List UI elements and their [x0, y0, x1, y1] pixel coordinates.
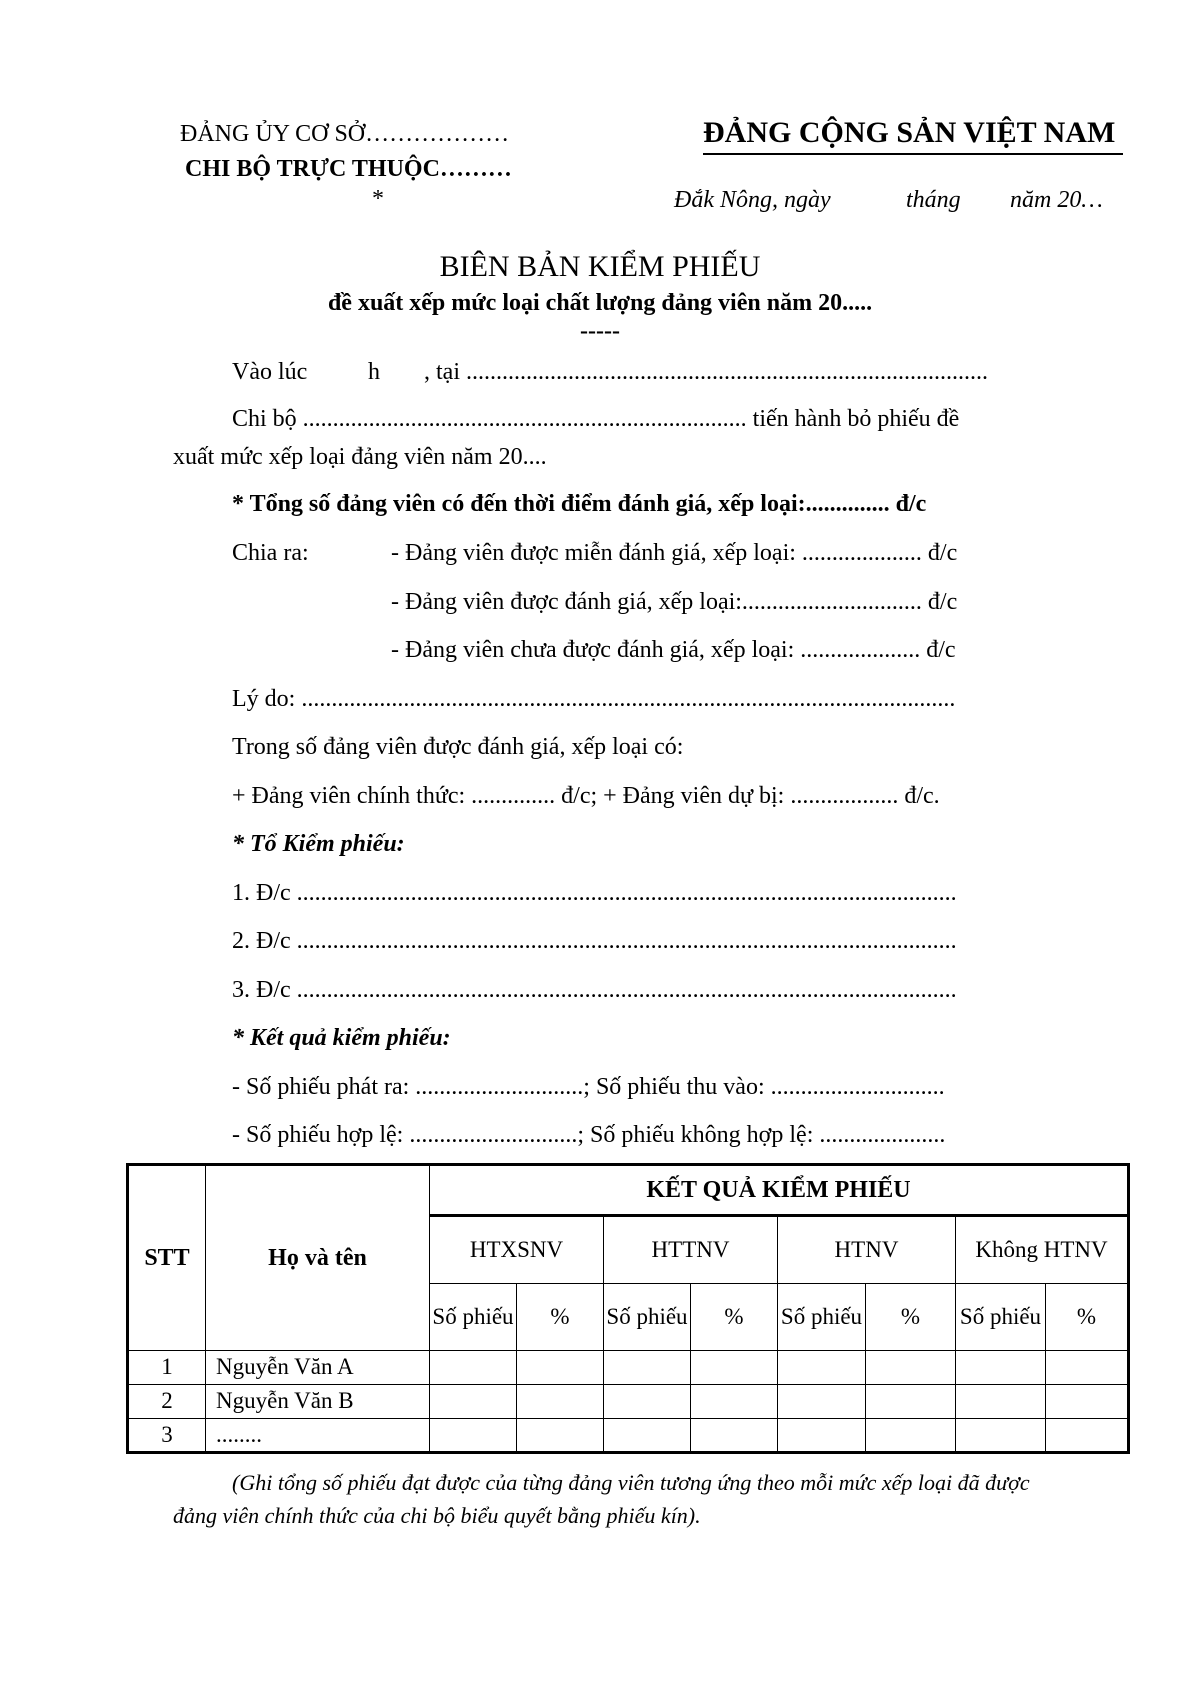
cell — [778, 1419, 866, 1453]
cell — [956, 1385, 1046, 1419]
document-title: BIÊN BẢN KIỂM PHIẾU — [439, 250, 761, 283]
time-label: Vào lúc — [232, 359, 308, 385]
document-subtitle: đề xuất xếp mức loại chất lượng đảng viên năm 20..... — [327, 290, 873, 316]
branch-conduct-line: Chi bộ .......................................................................... tiến hành bỏ phiếu đề — [232, 406, 960, 432]
split-not-evaluated: - Đảng viên chưa được đánh giá, xếp loại: .................... đ/c — [391, 637, 956, 663]
team-heading: * Tổ Kiểm phiếu: — [232, 831, 405, 857]
time-place: , tại ....................................................................................... — [424, 359, 988, 385]
row-stt: 1 — [128, 1351, 206, 1385]
table-row — [128, 1419, 1129, 1453]
cell — [430, 1419, 517, 1453]
cell — [430, 1385, 517, 1419]
row-name: Nguyễn Văn B — [206, 1385, 430, 1419]
cell — [778, 1385, 866, 1419]
team-member-2: 2. Đ/c .............................................................................................................. — [232, 928, 957, 954]
split-label: Chia ra: — [232, 540, 309, 566]
category-khong-htnv-label: Không HTNV — [975, 1236, 1108, 1262]
cell — [691, 1385, 778, 1419]
date-place: Đắk Nông, ngày — [674, 187, 831, 213]
ballots-issued-line: - Số phiếu phát ra: ............................; Số phiếu thu vào: ............................. — [232, 1074, 945, 1100]
sub-votes-4: Số phiếu — [956, 1284, 1046, 1351]
row-name: Nguyễn Văn A — [206, 1351, 430, 1385]
cell — [430, 1351, 517, 1385]
result-heading: * Kết quả kiểm phiếu: — [232, 1025, 451, 1051]
result-group-header: KẾT QUẢ KIỂM PHIẾU — [430, 1165, 1129, 1216]
time-hour: h — [368, 359, 380, 385]
cell — [956, 1419, 1046, 1453]
among-line: Trong số đảng viên được đánh giá, xếp loại có: — [232, 734, 684, 760]
split-evaluated: - Đảng viên được đánh giá, xếp loại:.............................. đ/c — [391, 589, 958, 615]
table-row — [128, 1351, 1129, 1385]
sub-pct-4: % — [1046, 1284, 1129, 1351]
cell — [1046, 1385, 1129, 1419]
col-stt-header: STT — [128, 1165, 206, 1351]
nation-underline — [703, 153, 1123, 155]
note-line-1: (Ghi tổng số phiếu đạt được của từng đảng viên tương ứng theo mỗi mức xếp loại đã được — [232, 1470, 1030, 1495]
cell — [778, 1351, 866, 1385]
date-year: năm 20… — [1010, 187, 1103, 213]
cell — [866, 1385, 956, 1419]
row-stt: 3 — [128, 1419, 206, 1453]
cell — [1046, 1419, 1129, 1453]
team-member-1: 1. Đ/c .............................................................................................................. — [232, 880, 957, 906]
category-httnv: HTTNV — [604, 1216, 778, 1284]
split-exempt: - Đảng viên được miễn đánh giá, xếp loại: .................... đ/c — [391, 540, 958, 566]
header-star: * — [372, 186, 384, 212]
team-member-3: 3. Đ/c .............................................................................................................. — [232, 977, 957, 1003]
sub-pct-1: % — [517, 1284, 604, 1351]
sub-pct-3: % — [866, 1284, 956, 1351]
category-htnv: HTNV — [778, 1216, 956, 1284]
cell — [517, 1351, 604, 1385]
row-stt: 2 — [128, 1385, 206, 1419]
reason-line: Lý do: ............................................................................................................. — [232, 686, 956, 712]
nation-title: ĐẢNG CỘNG SẢN VIỆT NAM — [703, 116, 1116, 149]
sub-votes-3: Số phiếu — [778, 1284, 866, 1351]
category-htxsnv: HTXSNV — [430, 1216, 604, 1284]
cell — [604, 1419, 691, 1453]
date-month: tháng — [906, 187, 961, 213]
cell — [517, 1385, 604, 1419]
ballots-valid-line: - Số phiếu hợp lệ: ............................; Số phiếu không hợp lệ: ..................... — [232, 1122, 946, 1148]
category-khong-htnv — [956, 1216, 1129, 1284]
party-committee-line: ĐẢNG ỦY CƠ SỞ……………… — [180, 121, 510, 147]
branch-conduct-line-2: xuất mức xếp loại đảng viên năm 20.... — [173, 444, 547, 470]
branch-line: CHI BỘ TRỰC THUỘC……… — [185, 156, 512, 182]
note-line-2: đảng viên chính thức của chi bộ biểu quyết bằng phiếu kín). — [173, 1503, 701, 1528]
cell — [691, 1351, 778, 1385]
table-row — [128, 1385, 1129, 1419]
vote-result-table — [126, 1163, 1130, 1454]
cell — [517, 1419, 604, 1453]
cell — [1046, 1351, 1129, 1385]
cell — [866, 1419, 956, 1453]
cell — [604, 1385, 691, 1419]
cell — [866, 1351, 956, 1385]
cell — [604, 1351, 691, 1385]
sub-votes-2: Số phiếu — [604, 1284, 691, 1351]
sub-pct-2: % — [691, 1284, 778, 1351]
row-name: ........ — [206, 1419, 430, 1453]
cell — [956, 1351, 1046, 1385]
total-members: * Tổng số đảng viên có đến thời điểm đánh giá, xếp loại:.............. đ/c — [232, 491, 927, 517]
col-name-header: Họ và tên — [206, 1165, 430, 1351]
cell — [691, 1419, 778, 1453]
title-separator: ----- — [580, 318, 620, 344]
sub-votes-1: Số phiếu — [430, 1284, 517, 1351]
official-members-line: + Đảng viên chính thức: .............. đ/c; + Đảng viên dự bị: .................. đ/c. — [232, 783, 940, 809]
